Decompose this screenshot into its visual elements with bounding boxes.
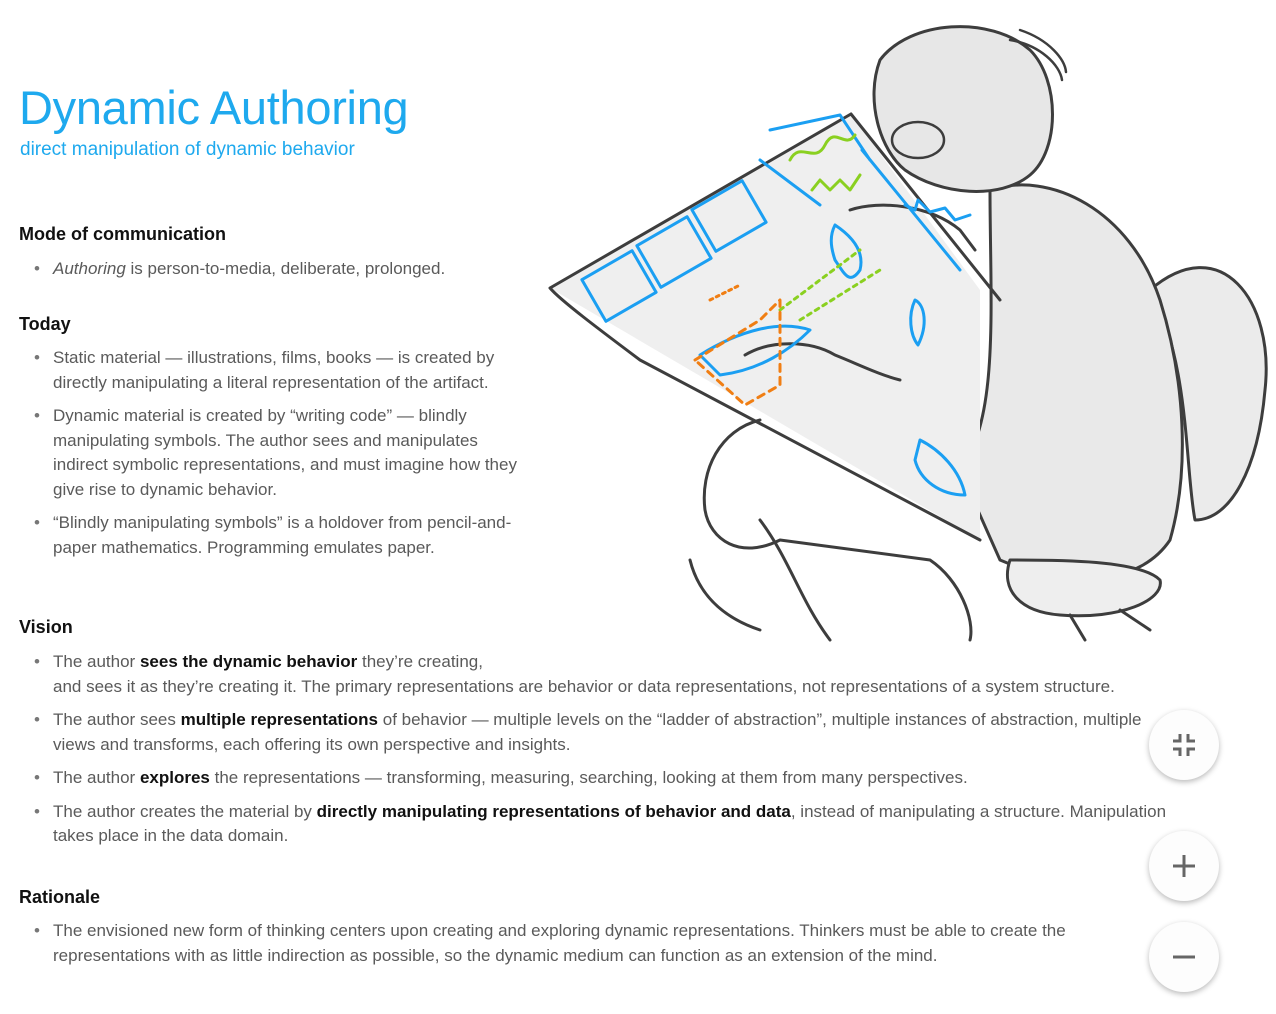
- bullet-text: The author sees: [53, 710, 181, 729]
- bullet-text: and sees it as they’re creating it. The primary representations are behavior or data representations, not representations of a system structure.: [53, 676, 1115, 696]
- bullet-item: • The envisioned new form of thinking centers upon creating and exploring dynamic representations. Thinkers must be able to create the representations with as little indirection as possible, so the dynamic medium can function as an extension of the mind.: [34, 919, 1164, 968]
- bullet-item: • Dynamic material is created by “writing code” — blindly manipulating symbols. The author sees and manipulates indirect symbolic representations, and must imagine how they give rise to dynamic behavior.: [34, 404, 534, 502]
- zoom-in-button[interactable]: [1149, 831, 1219, 901]
- rationale-bullet-list: [34, 919, 1164, 968]
- bullet-highlight: sees the dynamic behavior: [139, 652, 358, 671]
- section-heading-vision: Vision: [19, 617, 73, 637]
- fullscreen-exit-icon: [1170, 731, 1198, 759]
- exit-fullscreen-button[interactable]: [1149, 710, 1219, 780]
- section-heading-mode: Mode of communication: [19, 224, 226, 244]
- bullet-item: [34, 257, 534, 282]
- vision-bullet-list: [34, 650, 1204, 849]
- bullet-text: The author: [53, 652, 140, 671]
- bullet-highlight: multiple representations: [180, 710, 379, 729]
- bullet-item: • Static material — illustrations, films, books — is created by directly manipulating a literal representation of the artifact.: [34, 346, 534, 395]
- bullet-item: [34, 800, 1204, 849]
- bullet-text: of behavior — multiple levels on the “ladder of abstraction”, multiple instances of abstraction, multiple views and transforms, each offering its own perspective and insights.: [53, 710, 1142, 754]
- bullet-emphasis: Authoring: [53, 259, 126, 278]
- bullet-item: • “Blindly manipulating symbols” is a holdover from pencil-and-paper mathematics. Programming emulates paper.: [34, 511, 534, 560]
- bullet-item: [34, 708, 1204, 757]
- section-heading-rationale: Rationale: [19, 887, 101, 907]
- bullet-text: The author creates the material by: [53, 801, 317, 821]
- plus-icon: [1170, 852, 1198, 880]
- mode-bullet-list: [34, 257, 534, 282]
- section-heading-today: Today: [19, 314, 71, 334]
- page-title: Dynamic Authoring: [19, 81, 409, 134]
- bullet-highlight: explores: [139, 768, 210, 787]
- illustration-person-at-drafting-table: [540, 0, 1276, 650]
- page-subtitle: direct manipulation of dynamic behavior: [20, 139, 355, 160]
- bullet-item: [34, 650, 1204, 699]
- bullet-text: they’re creating,: [357, 652, 483, 671]
- bullet-item: [34, 766, 1204, 791]
- zoom-out-button[interactable]: [1149, 922, 1219, 992]
- bullet-highlight: directly manipulating representations of behavior and data: [316, 801, 791, 821]
- today-bullet-list: [34, 346, 534, 560]
- minus-icon: [1170, 943, 1198, 971]
- bullet-text: is person-to-media, deliberate, prolonged.: [125, 259, 446, 278]
- bullet-text: The author: [53, 768, 140, 787]
- bullet-text: , instead of manipulating a structure. Manipulation takes place in the data domain.: [53, 801, 1167, 845]
- bullet-text: the representations — transforming, measuring, searching, looking at them from many perspectives.: [209, 768, 968, 787]
